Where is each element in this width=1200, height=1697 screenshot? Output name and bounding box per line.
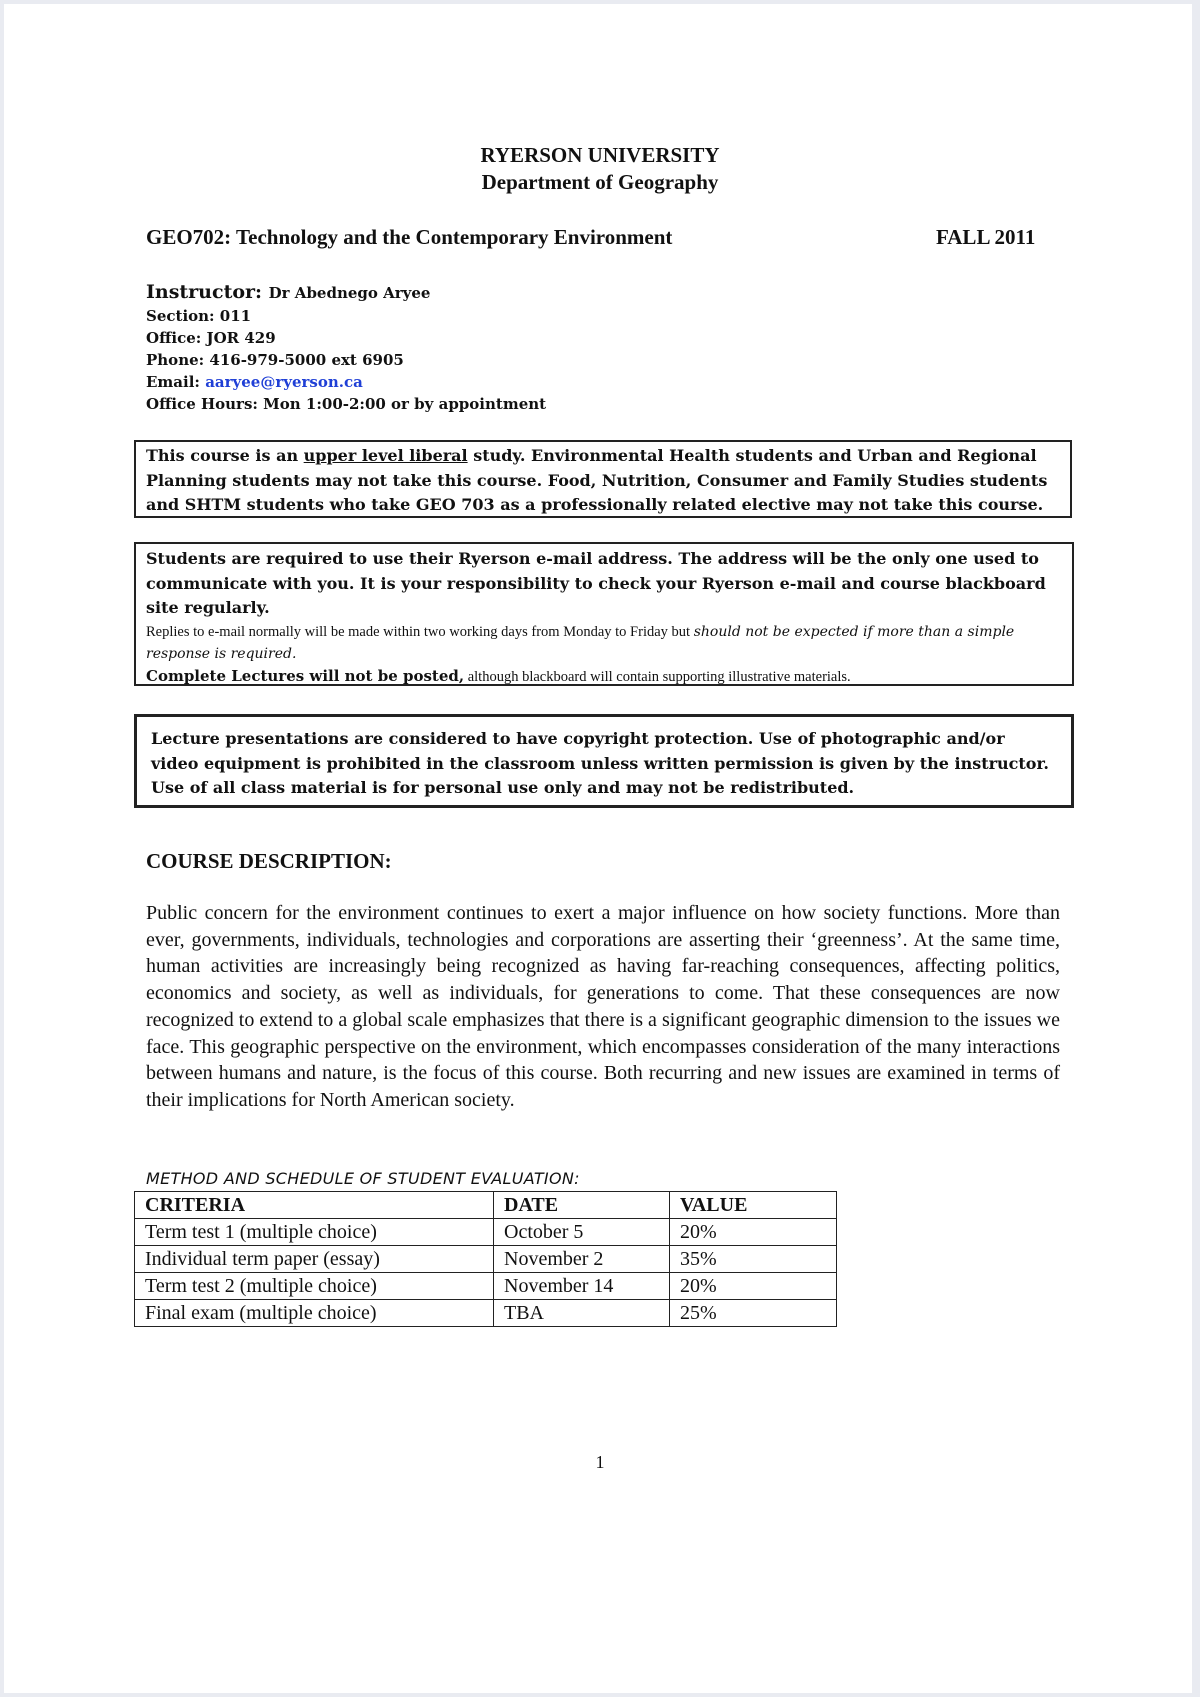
date-cell: November 14	[494, 1273, 670, 1300]
course-description-heading: COURSE DESCRIPTION:	[146, 849, 392, 873]
date-cell: November 2	[494, 1246, 670, 1273]
table-row	[135, 1273, 837, 1300]
date-cell: TBA	[494, 1300, 670, 1327]
lecture-posting-bold: Complete Lectures will not be posted,	[146, 666, 465, 685]
lecture-posting-rest: although blackboard will contain supporting illustrative materials.	[464, 668, 851, 685]
lecture-posting-policy	[146, 665, 1062, 688]
criteria-cell: Final exam (multiple choice)	[135, 1300, 494, 1327]
course-description-body: Public concern for the environment continues to exert a major influence on how society functions. More than ever, governments, individuals, technologies and corporations are asserting their ‘greenness’. At the same time, human activities are increasingly being recognized as having far-reaching consequences, affecting politics, economics and society, as well as individuals, for generations to come. That these consequences are now recognized to extend to a global scale emphasizes that there is a significant geographic dimension to the issues we face. This geographic perspective on the environment, which encompasses consideration of the many interactions between humans and nature, is the focus of this course. Both recurring and new issues are examined in terms of their implications for North American society.	[146, 902, 1060, 1111]
reply-policy-text: Replies to e-mail normally will be made within two working days from Monday to Friday but	[146, 623, 694, 640]
department-name: Department of Geography	[481, 170, 719, 194]
email-label: Email:	[146, 373, 200, 391]
criteria-cell: Individual term paper (essay)	[135, 1246, 494, 1273]
column-header-value: VALUE	[670, 1192, 837, 1219]
notice-box-copyright	[134, 714, 1074, 808]
university-name: RYERSON UNIVERSITY	[480, 143, 720, 167]
page-number: 1	[595, 1452, 605, 1472]
notice-box-email	[134, 542, 1074, 686]
table-row	[135, 1300, 837, 1327]
reply-policy	[146, 621, 1062, 665]
eligibility-text-prefix: This course is an	[146, 446, 304, 465]
criteria-cell: Term test 1 (multiple choice)	[135, 1219, 494, 1246]
copyright-text: Lecture presentations are considered to have copyright protection. Use of photographic and/or video equipment is prohibited in the classroom unless written permission is given by the instructor. Use of all class material is for personal use only and may not be redistributed.	[151, 729, 1049, 797]
eligibility-text-suffix: study. Environmental Health students and Urban and Regional Planning students may not take this course. Food, Nutrition, Consumer and Family Studies students and SHTM students who take GEO 703 as a professionally related elective may not take this course.	[146, 446, 1048, 514]
column-header-criteria: CRITERIA	[135, 1192, 494, 1219]
column-header-date: DATE	[494, 1192, 670, 1219]
instructor-email-row	[146, 371, 546, 393]
instructor-email-link[interactable]: aaryee@ryerson.ca	[205, 373, 363, 391]
value-cell: 20%	[670, 1219, 837, 1246]
course-title: GEO702: Technology and the Contemporary Environment	[146, 225, 673, 249]
reply-policy-italic: should not be expected if more than a simple response is required.	[146, 623, 1015, 662]
table-row	[135, 1246, 837, 1273]
instructor-section: Section: 011	[146, 307, 252, 325]
date-cell: October 5	[494, 1219, 670, 1246]
table-header-row	[135, 1192, 837, 1219]
value-cell: 25%	[670, 1300, 837, 1327]
criteria-cell: Term test 2 (multiple choice)	[135, 1273, 494, 1300]
value-cell: 20%	[670, 1273, 837, 1300]
instructor-row	[146, 280, 546, 305]
eligibility-underlined: upper level liberal	[303, 446, 468, 465]
instructor-name: Dr Abednego Aryee	[268, 284, 431, 302]
table-row	[135, 1219, 837, 1246]
notice-box-eligibility	[134, 440, 1072, 518]
course-term: FALL 2011	[936, 225, 1036, 249]
value-cell: 35%	[670, 1246, 837, 1273]
instructor-office: Office: JOR 429	[146, 329, 276, 347]
email-policy-text: Students are required to use their Ryerson e-mail address. The address will be the only one used to communicate with you. It is your responsibility to check your Ryerson e-mail and course blackboard site regularly.	[146, 549, 1046, 617]
instructor-label: Instructor:	[146, 281, 263, 303]
instructor-info	[146, 280, 546, 415]
instructor-phone: Phone: 416-979-5000 ext 6905	[146, 351, 404, 369]
evaluation-table	[134, 1191, 837, 1327]
evaluation-caption: METHOD AND SCHEDULE OF STUDENT EVALUATION:	[146, 1169, 580, 1188]
instructor-office-hours: Office Hours: Mon 1:00-2:00 or by appointment	[146, 395, 547, 413]
